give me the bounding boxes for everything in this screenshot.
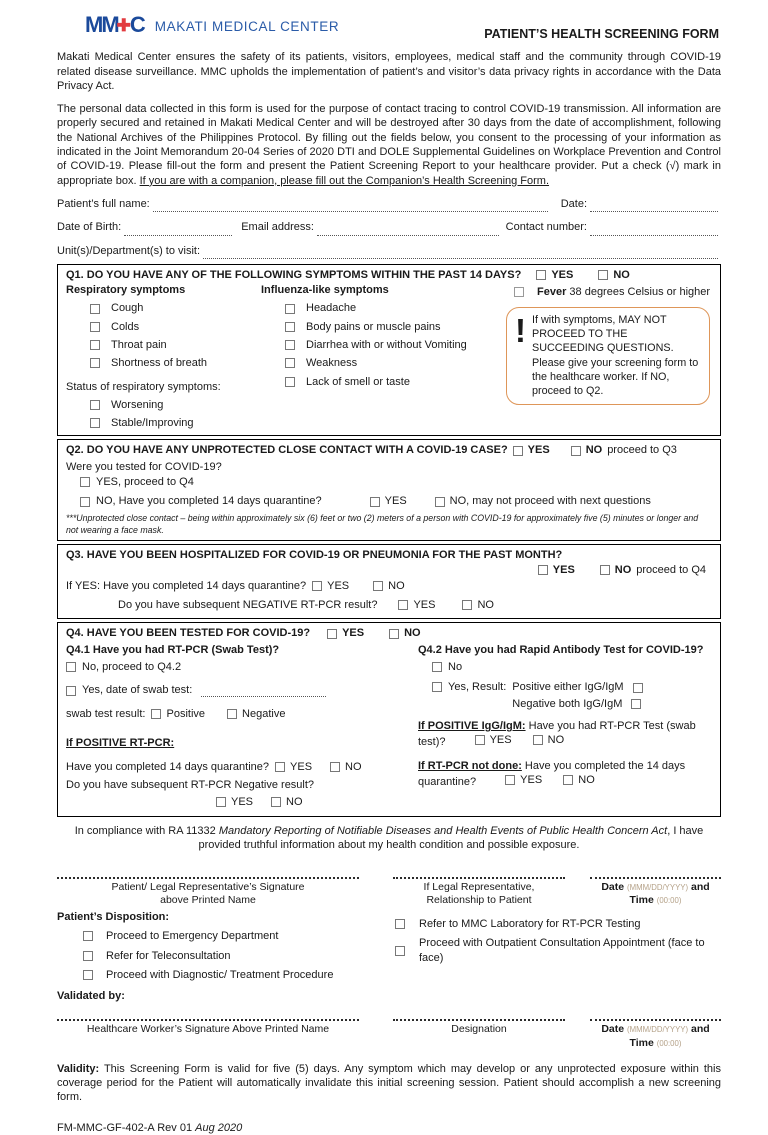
and-word-2: and (688, 1023, 710, 1036)
q41-column (66, 643, 418, 812)
compliance-statement (61, 824, 717, 853)
if-rtpcr-not-done-rest: Have you completed the 14 days quarantine? (418, 759, 686, 789)
q3-no-label: NO (614, 563, 632, 576)
q42-pos-no-checkbox[interactable] (533, 735, 543, 745)
q1-question: Q1. DO YOU HAVE ANY OF THE FOLLOWING SYMPTOMS WITHIN THE PAST 14 DAYS? (66, 268, 522, 281)
q2-question: Q2. DO YOU HAVE ANY UNPROTECTED CLOSE CONTACT WITH A COVID-19 CASE? (66, 444, 508, 457)
fever-label-rest: 38 degrees Celsius or higher (566, 286, 711, 299)
q42-header: Q4.2 Have you had Rapid Antibody Test for COVID-19? (418, 643, 704, 656)
exclamation-icon: ! (515, 312, 526, 350)
intro-paragraph-2 (57, 102, 721, 188)
q3-no-checkbox[interactable] (600, 565, 610, 575)
symptom-item (90, 338, 261, 352)
throat-pain-checkbox[interactable] (90, 340, 100, 350)
q1-yes-option (536, 268, 573, 282)
unit-label: Unit(s)/Department(s) to visit: (57, 244, 201, 257)
q4-columns (66, 643, 712, 812)
disposition-item (395, 936, 721, 965)
q2-tested-no-checkbox[interactable] (80, 497, 90, 507)
date-label-1 (590, 881, 721, 894)
q2-no-label: NO (585, 444, 603, 457)
q4-no-option (389, 626, 421, 640)
q2-no-option (571, 443, 677, 457)
q41-subsequent-no-checkbox[interactable] (271, 797, 281, 807)
q2-section (57, 439, 721, 541)
q41-quarantine-yes-option (275, 760, 312, 774)
q42-negative-label: Negative both IgG/IgM (512, 697, 623, 710)
form-code (57, 1121, 721, 1135)
q4-section (57, 622, 721, 817)
teleconsultation-checkbox[interactable] (83, 951, 93, 961)
status-label: Status of respiratory symptoms: (66, 380, 221, 393)
q4-no-label: NO (404, 627, 421, 640)
q2-no-quarantine-row (80, 494, 712, 508)
symptom-item (90, 356, 261, 370)
validated-by-label: Validated by: (57, 990, 125, 1003)
dob-field[interactable] (124, 223, 232, 236)
date-label: Date: (560, 197, 587, 210)
diagnostic-procedure-label: Proceed with Diagnostic/ Treatment Procedure (106, 968, 334, 981)
healthcare-worker-signature-block (57, 1019, 359, 1049)
date-format-1: (MMM/DD/YYYY) (627, 882, 689, 892)
q41-subsequent-yes-label: YES (231, 795, 254, 808)
q41-subsequent-row (216, 795, 406, 809)
fever-option (514, 285, 712, 299)
q2-no-suffix: proceed to Q3 (607, 444, 677, 457)
q3-quarantine-yes-label: YES (327, 579, 350, 592)
row-dob-email-contact (57, 220, 721, 235)
email-label: Email address: (241, 221, 314, 234)
q3-quarantine-yes-checkbox[interactable] (312, 581, 322, 591)
q41-no-checkbox[interactable] (66, 662, 76, 672)
disposition-item (395, 917, 721, 931)
q42-yes-result-row (432, 680, 712, 713)
q1-influenza-column (261, 283, 506, 431)
compliance-act-title: Mandatory Reporting of Notifiable Diseases and Health Events of Public Health Concern Act (218, 825, 668, 838)
time-label-1 (590, 894, 721, 907)
diagnostic-procedure-checkbox[interactable] (83, 970, 93, 980)
mmc-laboratory-label: Refer to MMC Laboratory for RT-PCR Testing (419, 918, 641, 930)
q2-tested-yes-checkbox[interactable] (80, 477, 90, 487)
q4-question: Q4. HAVE YOU BEEN TESTED FOR COVID-19? (66, 627, 311, 640)
if-positive-igg-rest: Have you had RT-PCR Test (swab test)? (418, 719, 696, 749)
q3-yes-option (538, 563, 575, 577)
q42-column (418, 643, 712, 812)
q41-quarantine-yes-checkbox[interactable] (275, 762, 285, 772)
full-name-field[interactable] (153, 199, 548, 212)
logo-c-letter: C (129, 12, 146, 37)
q42-negative-checkbox[interactable] (631, 699, 641, 709)
q42-positive-label: Positive either IgG/IgM (512, 681, 624, 694)
q3-subsequent-label: Do you have subsequent NEGATIVE RT-PCR result? (118, 599, 378, 612)
q2-quarantine-yes-checkbox[interactable] (370, 497, 380, 507)
warning-line1: If with symptoms, MAY NOT PROCEED TO THE SUCCEEDING QUESTIONS. (532, 314, 674, 355)
row-unit (57, 244, 721, 259)
form-title: PATIENT’S HEALTH SCREENING FORM (484, 27, 719, 41)
q3-rtpcr-yes-checkbox[interactable] (398, 600, 408, 610)
swab-date-field[interactable] (201, 684, 326, 697)
validity-label: Validity: (57, 1062, 100, 1075)
date-word-2: Date (601, 1023, 627, 1036)
q41-header: Q4.1 Have you had RT-PCR (Swab Test)? (66, 643, 280, 656)
q2-yes-label: YES (527, 444, 550, 457)
q3-yes-label: YES (552, 563, 575, 576)
fever-checkbox[interactable] (514, 287, 524, 297)
q3-subsequent-row (118, 598, 712, 612)
contact-field[interactable] (590, 223, 718, 236)
designation-block (393, 1019, 565, 1049)
q41-quarantine-no-label: NO (345, 761, 362, 774)
patient-signature-block (57, 877, 359, 907)
q41-subsequent-yes-checkbox[interactable] (216, 797, 226, 807)
q42-negative-option (512, 697, 642, 711)
if-rtpcr-not-done-label: If RT-PCR not done: (418, 759, 522, 772)
time-word-2: Time (629, 1036, 657, 1049)
disposition-item (83, 929, 389, 943)
lack-of-smell-checkbox[interactable] (285, 377, 295, 387)
swab-negative-option (227, 707, 285, 721)
q42-pos-no-option (533, 733, 565, 747)
q42-result-options (512, 680, 642, 713)
q3-if-yes-label: If YES: Have you completed 14 days quarantine? (66, 579, 307, 592)
q2-yes-option (513, 443, 550, 457)
swab-positive-option (151, 707, 205, 721)
respiratory-header: Respiratory symptoms (66, 284, 186, 297)
signature-row-1 (57, 877, 721, 907)
symptom-item (285, 320, 506, 334)
warning-text (532, 313, 702, 397)
mmc-laboratory-checkbox[interactable] (395, 919, 405, 929)
q1-no-label: NO (613, 268, 630, 281)
intro-paragraph-1: Makati Medical Center ensures the safety of its patients, visitors, employees, medical staff and the community through COVID-19 related disease surveillance. MMC upholds the implementation of patient’s and visitor’s data privacy rights in accordance with the Data Privacy Act. (57, 51, 721, 92)
legal-rep-label-1: If Legal Representative, (423, 880, 535, 893)
q3-quarantine-no-checkbox[interactable] (373, 581, 383, 591)
row-name-date (57, 197, 721, 212)
worsening-label: Worsening (111, 398, 164, 411)
emergency-dept-checkbox[interactable] (83, 931, 93, 941)
q3-no-option (600, 563, 706, 577)
and-word-1: and (688, 880, 710, 893)
mmc-logo (85, 14, 339, 36)
swab-result-label: swab test result: (66, 707, 146, 720)
q1-yes-checkbox[interactable] (536, 270, 546, 280)
date-word-1: Date (601, 880, 627, 893)
fever-label-bold: Fever (537, 286, 567, 299)
q42-no-label: No (448, 661, 463, 674)
legal-rep-block (393, 877, 565, 907)
q42-yes-checkbox[interactable] (432, 682, 442, 692)
q2-no-checkbox[interactable] (571, 446, 581, 456)
stable-improving-checkbox[interactable] (90, 418, 100, 428)
unit-field[interactable] (203, 246, 718, 259)
outpatient-consultation-label: Proceed with Outpatient Consultation Appointment (face to face) (419, 937, 705, 964)
q1-yes-label: YES (551, 268, 574, 281)
q3-quarantine-no-label: NO (388, 579, 405, 592)
time-word-1: Time (629, 893, 657, 906)
q1-warning-box (506, 307, 710, 404)
q3-question: Q3. HAVE YOU BEEN HOSPITALIZED FOR COVID-19 OR PNEUMONIA FOR THE PAST MONTH? (66, 549, 563, 562)
q4-no-checkbox[interactable] (389, 629, 399, 639)
swab-negative-label: Negative (242, 707, 286, 720)
lack-of-smell-label: Lack of smell or taste (306, 375, 410, 388)
q41-quarantine-no-checkbox[interactable] (330, 762, 340, 772)
q2-quarantine-no-label: NO, may not proceed with next questions (449, 495, 651, 508)
time-format-2: (00:00) (656, 1038, 682, 1048)
influenza-header: Influenza-like symptoms (261, 284, 389, 297)
q42-nd-yes-label: YES (520, 774, 543, 786)
q1-section (57, 264, 721, 437)
q3-yes-no-row (66, 563, 706, 577)
emergency-dept-label: Proceed to Emergency Department (106, 930, 279, 943)
date-field[interactable] (590, 199, 718, 212)
q41-quarantine-no-option (330, 760, 362, 774)
q2-yes-q4-option (80, 475, 712, 489)
symptom-item (285, 301, 506, 315)
designation-label: Designation (451, 1023, 507, 1036)
teleconsultation-label: Refer for Teleconsultation (106, 949, 231, 962)
full-name-label: Patient’s full name: (57, 197, 150, 210)
email-field[interactable] (317, 223, 499, 236)
q41-subsequent-label: Do you have subsequent RT-PCR Negative result? (66, 778, 315, 791)
q42-yes-label: Yes, Result: (448, 681, 507, 694)
compliance-post: , I have provided truthful information about my health condition and possible exposure. (198, 825, 704, 852)
form-code-rev-date: Aug 2020 (195, 1121, 243, 1134)
patient-signature-label-1: Patient/ Legal Representative’s Signature (111, 880, 305, 893)
throat-pain-label: Throat pain (111, 339, 167, 351)
q41-subsequent-no-option (271, 795, 303, 809)
q1-no-option (598, 268, 630, 282)
q42-pos-yes-label: YES (489, 734, 512, 747)
disposition-label: Patient’s Disposition: (57, 911, 170, 923)
date-time-block-1 (590, 877, 721, 907)
q41-yes-checkbox[interactable] (66, 686, 76, 696)
q42-no-option (432, 660, 712, 674)
outpatient-consultation-checkbox[interactable] (395, 946, 405, 956)
disposition-item (83, 968, 389, 982)
swab-positive-label: Positive (166, 707, 206, 720)
q4-yes-label: YES (342, 627, 365, 640)
q4-yes-option (327, 626, 364, 640)
weakness-label: Weakness (306, 357, 358, 370)
disposition-left (57, 910, 389, 1003)
q3-rtpcr-no-checkbox[interactable] (462, 600, 472, 610)
shortness-of-breath-label: Shortness of breath (111, 357, 208, 370)
q2-header (66, 443, 712, 457)
q1-no-checkbox[interactable] (598, 270, 608, 280)
q41-subsequent-no-label: NO (286, 795, 303, 808)
symptom-item (285, 338, 506, 352)
date-label-2 (590, 1023, 721, 1036)
weakness-checkbox[interactable] (285, 358, 295, 368)
headache-checkbox[interactable] (285, 304, 295, 314)
headache-label: Headache (306, 302, 357, 315)
warning-line2: Please give your screening form to the healthcare worker. If NO, proceed to Q2. (532, 356, 699, 397)
q2-quarantine-yes-label: YES (384, 495, 407, 508)
q2-tested-label: Were you tested for COVID-19? (66, 460, 222, 473)
symptom-item (285, 375, 506, 389)
q42-pos-yes-checkbox[interactable] (475, 735, 485, 745)
q3-quarantine-no-option (373, 579, 405, 593)
compliance-pre: In compliance with RA 11332 (74, 825, 219, 838)
q42-nd-yes-option (505, 773, 542, 787)
swab-negative-checkbox[interactable] (227, 709, 237, 719)
q42-positive-option (512, 680, 642, 694)
q3-no-suffix: proceed to Q4 (636, 563, 706, 576)
q3-if-yes-row (66, 579, 712, 593)
q42-no-checkbox[interactable] (432, 662, 442, 672)
q2-tested-yes-label: YES, proceed to Q4 (96, 476, 194, 489)
q41-result-row (66, 707, 406, 721)
q41-subsequent-yes-option (216, 795, 253, 809)
q42-positive-checkbox[interactable] (633, 683, 643, 693)
legal-rep-label-2: Relationship to Patient (426, 893, 532, 906)
validity-text: This Screening Form is valid for five (5) days. Any symptom which may develop or any unprotected exposure within this coverage period for the Patient will automatically invalidate this initial screening session. Patient should accomplish a new screening form. (57, 1062, 721, 1104)
contact-label: Contact number: (505, 221, 587, 234)
if-positive-igg-label: If POSITIVE IgG/IgM: (418, 719, 526, 732)
q2-quarantine-no-checkbox[interactable] (435, 497, 445, 507)
header (57, 14, 721, 42)
status-item (90, 416, 261, 430)
diarrhea-label: Diarrhea with or without Vomiting (306, 339, 467, 351)
q41-yes-option (66, 683, 406, 697)
q41-yes-label: Yes, date of swab test: (82, 684, 193, 697)
q41-quarantine-label: Have you completed 14 days quarantine? (66, 761, 270, 774)
status-item (90, 398, 261, 412)
symptom-item (90, 320, 261, 334)
signature-row-2 (57, 1019, 721, 1049)
dob-label: Date of Birth: (57, 221, 122, 234)
colds-checkbox[interactable] (90, 322, 100, 332)
q2-quarantine-no-option (435, 494, 651, 508)
stable-improving-label: Stable/Improving (111, 417, 194, 430)
body-pains-label: Body pains or muscle pains (306, 320, 441, 333)
disposition-item (83, 949, 389, 963)
q3-rtpcr-no-label: NO (477, 599, 494, 612)
cough-checkbox[interactable] (90, 304, 100, 314)
date-format-2: (MMM/DD/YYYY) (627, 1025, 689, 1035)
q42-not-done-block (418, 759, 712, 790)
q1-header (66, 268, 712, 282)
time-format-1: (00:00) (656, 895, 682, 905)
q2-footnote: ***Unprotected close contact – being within approximately six (6) feet or two (2) meters of a person with COVID-19 for approximately five (5) minutes or longer and not wearing a face mask. (66, 512, 699, 535)
intro-paragraph-2-text: The personal data collected in this form is used for the purpose of contact tracing to control COVID-19 transmission. All information are properly secured and retained in Makati Medical Center and will be destroyed after 30 days from the date of accomplishment, following the National Archives of the Philippines Protocol. By filling out the fields below, you consent to the processing of your information as indicated in the Joint Memorandum 20-04 Series of 2020 DTI and DOLE Supplemental Guidelines on Workplace Prevention and Control of COVID-19. Please fill-out the form and present the Patient Screening Report to your healthcare provider. Put a check (√) mark in appropriate box. (57, 103, 721, 187)
validity-statement (57, 1062, 721, 1105)
q42-pos-no-label: NO (547, 734, 565, 747)
q3-rtpcr-yes-label: YES (413, 599, 436, 612)
q4-yes-checkbox[interactable] (327, 629, 337, 639)
disposition-section (57, 910, 721, 1003)
swab-positive-checkbox[interactable] (151, 709, 161, 719)
q41-quarantine-row (66, 760, 406, 774)
diarrhea-checkbox[interactable] (285, 340, 295, 350)
if-positive-rtpcr-label: If POSITIVE RT-PCR: (66, 736, 175, 749)
logo-cross-icon: ✚ (116, 15, 131, 35)
logo-mm-letters: MM (85, 12, 118, 37)
body-pains-checkbox[interactable] (285, 322, 295, 332)
q1-columns (66, 283, 712, 431)
q42-nd-no-label: NO (578, 774, 595, 786)
q3-rtpcr-no-option (462, 598, 494, 612)
fever-label (537, 285, 710, 299)
q3-quarantine-yes-option (312, 579, 349, 593)
form-code-text: FM-MMC-GF-402-A Rev 01 (57, 1121, 196, 1134)
logo-hospital-name: MAKATI MEDICAL CENTER (154, 19, 340, 35)
q1-right-column (506, 283, 712, 431)
colds-label: Colds (111, 320, 140, 333)
worsening-checkbox[interactable] (90, 400, 100, 410)
disposition-right (389, 910, 721, 1003)
q42-if-positive-block (418, 719, 712, 750)
q3-yes-checkbox[interactable] (538, 565, 548, 575)
q3-section (57, 544, 721, 619)
q4-header (66, 626, 712, 640)
q2-quarantine-yes-option (370, 494, 407, 508)
time-label-2 (590, 1037, 721, 1050)
q42-nd-no-option (563, 773, 595, 787)
cough-label: Cough (111, 302, 144, 315)
healthcare-worker-signature-label: Healthcare Worker’s Signature Above Printed Name (86, 1023, 330, 1036)
q42-pos-yes-option (475, 733, 512, 747)
q42-nd-yes-checkbox[interactable] (505, 775, 515, 785)
q2-yes-checkbox[interactable] (513, 446, 523, 456)
shortness-of-breath-checkbox[interactable] (90, 358, 100, 368)
q41-no-option (66, 660, 406, 674)
q3-rtpcr-yes-option (398, 598, 435, 612)
date-time-block-2 (590, 1019, 721, 1049)
symptom-item (285, 356, 506, 370)
q42-nd-no-checkbox[interactable] (563, 775, 573, 785)
q41-no-label: No, proceed to Q4.2 (82, 661, 182, 674)
patient-signature-label-2: above Printed Name (160, 893, 256, 906)
q41-quarantine-yes-label: YES (290, 761, 313, 774)
companion-form-note: If you are with a companion, please fill out the Companion’s Health Screening Form. (139, 174, 550, 187)
symptom-item (90, 301, 261, 315)
q1-respiratory-column (66, 283, 261, 431)
q2-tested-no-label: NO, Have you completed 14 days quarantine? (96, 495, 322, 508)
